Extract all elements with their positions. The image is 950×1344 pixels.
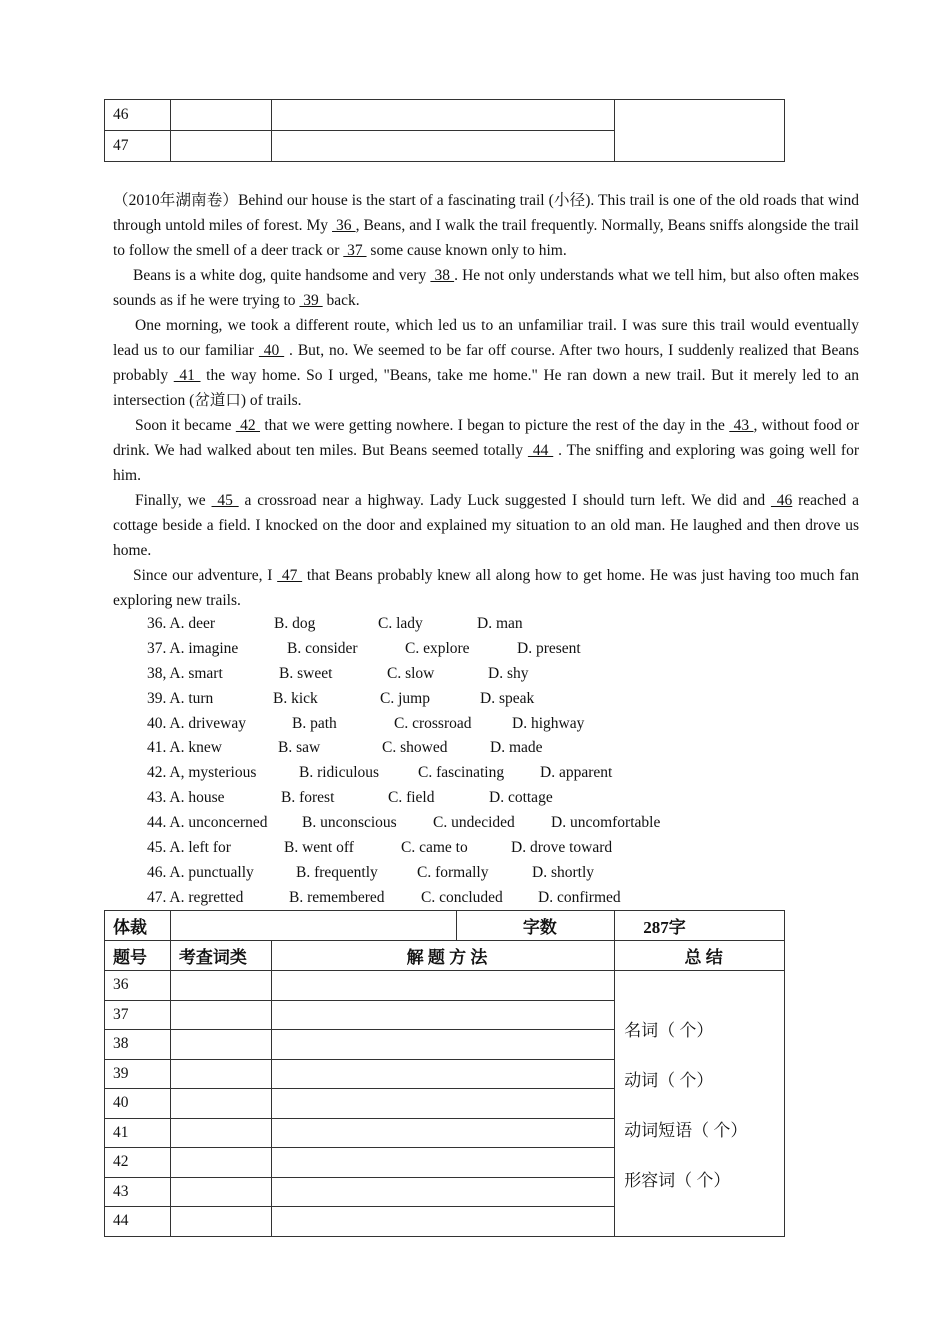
paragraph-3: One morning, we took a different route, which led us to an unfamiliar trail. I was sure this trail would eventually lead us to our familiar 40 . But, no. We seemed to be far off course. After two hours, I suddenly realized that Beans probably 41 the way home. So I urged, "Beans, take me home." He ran down a new trail. But it merely led to an intersection (岔道口) of trails. [113, 317, 859, 409]
genre-value [170, 911, 457, 941]
header-summary: 总 结 [615, 941, 785, 971]
blank-41: 41 [173, 367, 201, 384]
blank-42: 42 [235, 417, 261, 434]
summary-adjectives: 形容词（ 个） [624, 1171, 731, 1190]
summary-verbs: 动词（ 个） [624, 1071, 714, 1090]
summary-nouns: 名词（ 个） [624, 1021, 714, 1040]
question-number: 47 [105, 131, 171, 162]
question-number: 42 [105, 1148, 171, 1178]
question-number: 38 [105, 1030, 171, 1060]
paragraph-1: （2010年湖南卷）Behind our house is the start of a fascinating trail (小径). This trail is one of the old roads that wind through untold miles of forest. My 36 , Beans, and I walk the trail frequently. Normally, Beans sniffs alongside the trail to follow the smell of a deer track or 37 some cause known only to him. [113, 192, 859, 259]
summary-verb-phrases: 动词短语（ 个） [624, 1121, 748, 1140]
source-label: （2010年湖南卷） [113, 192, 239, 209]
question-number: 43 [105, 1177, 171, 1207]
word-type-cell [170, 100, 271, 131]
summary-cell [615, 971, 785, 1237]
question-number: 41 [105, 1118, 171, 1148]
blank-40: 40 [258, 342, 285, 359]
word-count-value: 287字 [615, 911, 785, 941]
question-number: 40 [105, 1089, 171, 1119]
genre-label: 体裁 [105, 911, 171, 941]
table-row [105, 971, 785, 1001]
blank-39: 39 [299, 292, 323, 309]
blank-44: 44 [527, 442, 554, 459]
question-number: 36 [105, 971, 171, 1001]
word-count-label: 字数 [457, 911, 615, 941]
question-number: 39 [105, 1059, 171, 1089]
header-question-number: 题号 [105, 941, 171, 971]
header-method: 解 题 方 法 [271, 941, 614, 971]
method-cell [271, 131, 614, 162]
question-number: 37 [105, 1000, 171, 1030]
blank-47: 47 [277, 567, 303, 584]
blank-38: 38 [430, 267, 455, 284]
method-cell [271, 100, 614, 131]
header-word-type: 考查词类 [170, 941, 271, 971]
word-type-cell [170, 131, 271, 162]
paragraph-5: Finally, we 45 a crossroad near a highway. Lady Luck suggested I should turn left. We did and 46 reached a cottage beside a field. I knocked on the door and explained my situation to an old man. He laughed and then drove us home. [113, 492, 859, 559]
blank-45: 45 [211, 492, 239, 509]
table-row [105, 100, 785, 131]
blank-46: 46 [770, 492, 793, 509]
blank-43: 43 [729, 417, 754, 434]
cloze-passage [113, 188, 859, 613]
table-header-row [105, 911, 785, 941]
question-number: 46 [105, 100, 171, 131]
table-header-row [105, 941, 785, 971]
paragraph-4: Soon it became 42 that we were getting nowhere. I began to picture the rest of the day in the 43 , without food or drink. We had walked about ten miles. But Beans seemed totally 44 . The sniffing and exploring was going well for him. [113, 417, 860, 484]
question-number: 44 [105, 1207, 171, 1237]
blank-36: 36 [332, 217, 356, 234]
analysis-table [104, 910, 785, 1237]
answer-table-top [104, 99, 785, 162]
summary-cell [615, 100, 785, 162]
paragraph-2: Beans is a white dog, quite handsome and very 38 . He not only understands what we tell him, but also often makes sounds as if he were trying to 39 back. [113, 267, 859, 309]
blank-37: 37 [343, 242, 367, 259]
paragraph-6: Since our adventure, I 47 that Beans probably knew all along how to get home. He was just having too much fan exploring new trails. [113, 567, 860, 609]
